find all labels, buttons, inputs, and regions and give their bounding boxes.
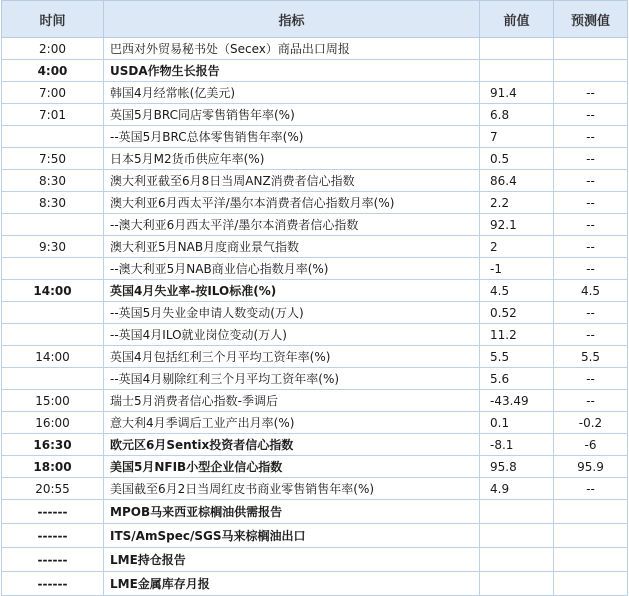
previous-value-cell	[480, 500, 554, 524]
previous-value-cell: -1	[480, 258, 554, 280]
header-indicator: 指标	[104, 1, 480, 38]
forecast-value-cell: --	[554, 478, 628, 500]
time-cell: 8:30	[2, 170, 104, 192]
indicator-cell: 韩国4月经常帐(亿美元)	[104, 82, 480, 104]
forecast-value-cell: --	[554, 104, 628, 126]
previous-value-cell: 95.8	[480, 456, 554, 478]
previous-value-cell: 4.5	[480, 280, 554, 302]
table-row	[2, 38, 628, 60]
previous-value-cell	[480, 548, 554, 572]
indicator-cell: 欧元区6月Sentix投资者信心指数	[104, 434, 480, 456]
indicator-cell: --英国5月BRC总体零售销售年率(%)	[104, 126, 480, 148]
forecast-value-cell: --	[554, 324, 628, 346]
previous-value-cell: 2.2	[480, 192, 554, 214]
time-cell: 14:00	[2, 346, 104, 368]
time-cell: 16:00	[2, 412, 104, 434]
forecast-value-cell: --	[554, 236, 628, 258]
indicator-cell: 美国截至6月2日当周红皮书商业零售销售年率(%)	[104, 478, 480, 500]
table-row	[2, 280, 628, 302]
table-row	[2, 524, 628, 548]
table-row	[2, 170, 628, 192]
indicator-cell: 澳大利亚6月西太平洋/墨尔本消费者信心指数月率(%)	[104, 192, 480, 214]
forecast-value-cell: 5.5	[554, 346, 628, 368]
forecast-value-cell: --	[554, 148, 628, 170]
time-cell	[2, 126, 104, 148]
forecast-value-cell: 95.9	[554, 456, 628, 478]
indicator-cell: --英国4月ILO就业岗位变动(万人)	[104, 324, 480, 346]
indicator-cell: 美国5月NFIB小型企业信心指数	[104, 456, 480, 478]
table-row	[2, 126, 628, 148]
indicator-cell: 瑞士5月消费者信心指数-季调后	[104, 390, 480, 412]
indicator-cell: 澳大利亚5月NAB月度商业景气指数	[104, 236, 480, 258]
time-cell: ------	[2, 572, 104, 596]
forecast-value-cell: --	[554, 126, 628, 148]
table-row	[2, 104, 628, 126]
indicator-cell: MPOB马来西亚棕榈油供需报告	[104, 500, 480, 524]
time-cell: ------	[2, 548, 104, 572]
table-row	[2, 192, 628, 214]
forecast-value-cell	[554, 500, 628, 524]
previous-value-cell: -8.1	[480, 434, 554, 456]
previous-value-cell: 5.5	[480, 346, 554, 368]
previous-value-cell: 4.9	[480, 478, 554, 500]
previous-value-cell: 0.5	[480, 148, 554, 170]
indicator-cell: 日本5月M2货币供应年率(%)	[104, 148, 480, 170]
time-cell: 18:00	[2, 456, 104, 478]
table-row	[2, 500, 628, 524]
indicator-cell: 澳大利亚截至6月8日当周ANZ消费者信心指数	[104, 170, 480, 192]
forecast-value-cell: -6	[554, 434, 628, 456]
time-cell: 4:00	[2, 60, 104, 82]
forecast-value-cell	[554, 572, 628, 596]
indicator-cell: 意大利4月季调后工业产出月率(%)	[104, 412, 480, 434]
time-cell: 14:00	[2, 280, 104, 302]
forecast-value-cell: --	[554, 170, 628, 192]
forecast-value-cell: --	[554, 258, 628, 280]
time-cell: 15:00	[2, 390, 104, 412]
time-cell	[2, 368, 104, 390]
previous-value-cell	[480, 572, 554, 596]
time-cell: 16:30	[2, 434, 104, 456]
previous-value-cell: -43.49	[480, 390, 554, 412]
time-cell: 7:00	[2, 82, 104, 104]
time-cell	[2, 302, 104, 324]
previous-value-cell: 0.1	[480, 412, 554, 434]
forecast-value-cell: --	[554, 368, 628, 390]
time-cell: 2:00	[2, 38, 104, 60]
table-row	[2, 236, 628, 258]
table-row	[2, 478, 628, 500]
previous-value-cell: 0.52	[480, 302, 554, 324]
indicator-cell: 英国4月失业率-按ILO标准(%)	[104, 280, 480, 302]
table-row	[2, 548, 628, 572]
forecast-value-cell	[554, 524, 628, 548]
indicator-cell: --英国4月剔除红利三个月平均工资年率(%)	[104, 368, 480, 390]
previous-value-cell: 91.4	[480, 82, 554, 104]
table-row	[2, 82, 628, 104]
time-cell: 7:50	[2, 148, 104, 170]
table-row	[2, 572, 628, 596]
table-row	[2, 412, 628, 434]
time-cell: 20:55	[2, 478, 104, 500]
time-cell	[2, 214, 104, 236]
header-previous: 前值	[480, 1, 554, 38]
indicator-cell: 巴西对外贸易秘书处（Secex）商品出口周报	[104, 38, 480, 60]
previous-value-cell: 6.8	[480, 104, 554, 126]
forecast-value-cell: --	[554, 214, 628, 236]
previous-value-cell: 11.2	[480, 324, 554, 346]
time-cell: ------	[2, 524, 104, 548]
forecast-value-cell: --	[554, 82, 628, 104]
indicator-cell: 英国5月BRC同店零售销售年率(%)	[104, 104, 480, 126]
previous-value-cell	[480, 60, 554, 82]
indicator-cell: USDA作物生长报告	[104, 60, 480, 82]
forecast-value-cell: --	[554, 390, 628, 412]
previous-value-cell: 2	[480, 236, 554, 258]
forecast-value-cell: --	[554, 192, 628, 214]
table-row	[2, 368, 628, 390]
table-body	[2, 38, 628, 596]
indicator-cell: ITS/AmSpec/SGS马来棕榈油出口	[104, 524, 480, 548]
forecast-value-cell	[554, 548, 628, 572]
time-cell: 7:01	[2, 104, 104, 126]
previous-value-cell: 7	[480, 126, 554, 148]
table-row	[2, 60, 628, 82]
indicator-cell: --澳大利亚5月NAB商业信心指数月率(%)	[104, 258, 480, 280]
table-row	[2, 434, 628, 456]
time-cell	[2, 324, 104, 346]
previous-value-cell	[480, 524, 554, 548]
forecast-value-cell: 4.5	[554, 280, 628, 302]
indicator-cell: LME金属库存月报	[104, 572, 480, 596]
previous-value-cell: 86.4	[480, 170, 554, 192]
previous-value-cell: 5.6	[480, 368, 554, 390]
table-row	[2, 324, 628, 346]
time-cell: 9:30	[2, 236, 104, 258]
forecast-value-cell: --	[554, 302, 628, 324]
table-row	[2, 148, 628, 170]
table-row	[2, 214, 628, 236]
header-time: 时间	[2, 1, 104, 38]
previous-value-cell	[480, 38, 554, 60]
table-row	[2, 346, 628, 368]
previous-value-cell: 92.1	[480, 214, 554, 236]
forecast-value-cell	[554, 60, 628, 82]
forecast-value-cell: -0.2	[554, 412, 628, 434]
table-row	[2, 258, 628, 280]
header-forecast: 预测值	[554, 1, 628, 38]
indicator-cell: LME持仓报告	[104, 548, 480, 572]
indicator-cell: --英国5月失业金申请人数变动(万人)	[104, 302, 480, 324]
table-row	[2, 456, 628, 478]
table-row	[2, 390, 628, 412]
economic-calendar-table	[1, 0, 628, 596]
time-cell: 8:30	[2, 192, 104, 214]
table-row	[2, 302, 628, 324]
indicator-cell: --澳大利亚6月西太平洋/墨尔本消费者信心指数	[104, 214, 480, 236]
indicator-cell: 英国4月包括红利三个月平均工资年率(%)	[104, 346, 480, 368]
time-cell	[2, 258, 104, 280]
time-cell: ------	[2, 500, 104, 524]
table-header-row	[2, 1, 628, 38]
forecast-value-cell	[554, 38, 628, 60]
